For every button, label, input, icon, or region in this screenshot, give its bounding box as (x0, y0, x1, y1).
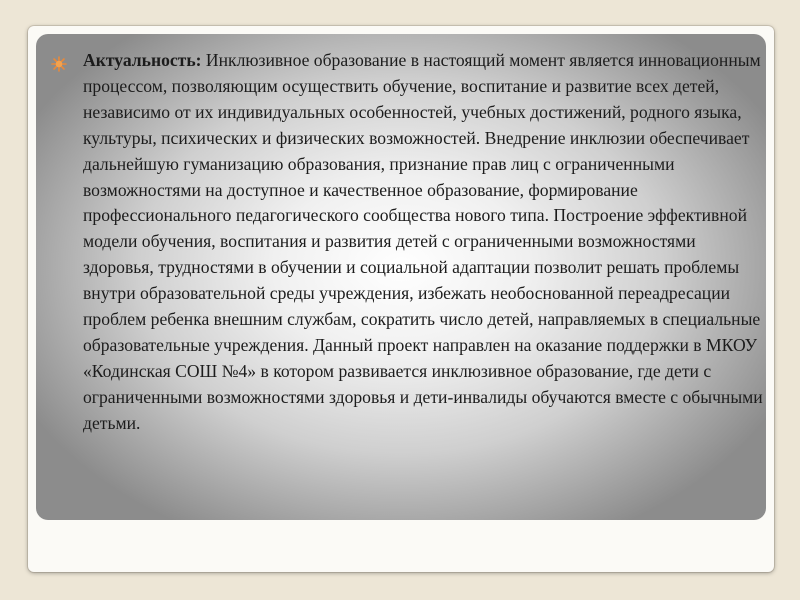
relevance-heading: Актуальность: (83, 50, 202, 70)
sunburst-bullet-icon (51, 56, 67, 72)
relevance-body-text: Инклюзивное образование в настоящий момент является инновационным процессом, позволяющим осуществить обучение, воспитание и развитие всех детей, независимо от их индивидуальных особенностей, учебных достижений, родного языка, культуры, психических и физических возможностей. Внедрение инклюзии обеспечивает дальнейшую гуманизацию образования, признание прав лиц с ограниченными возможностями на доступное и качественное образование, формирование профессионального педагогического сообщества нового типа. Построение эффективной модели обучения, воспитания и развития детей с ограниченными возможностями здоровья, трудностями в обучении и социальной адаптации позволит решать проблемы внутри образовательной среды учреждения, избежать необоснованной переадресации проблем ребенка внешним службам, сократить число детей, направляемых в специальные образовательные учреждения. Данный проект направлен на оказание поддержки в МКОУ «Кодинская СОШ №4» в котором развивается инклюзивное образование, где дети с ограниченными возможностями здоровья и дети-инвалиды обучаются вместе с обычными детьми. (83, 50, 763, 433)
relevance-paragraph (83, 48, 763, 437)
